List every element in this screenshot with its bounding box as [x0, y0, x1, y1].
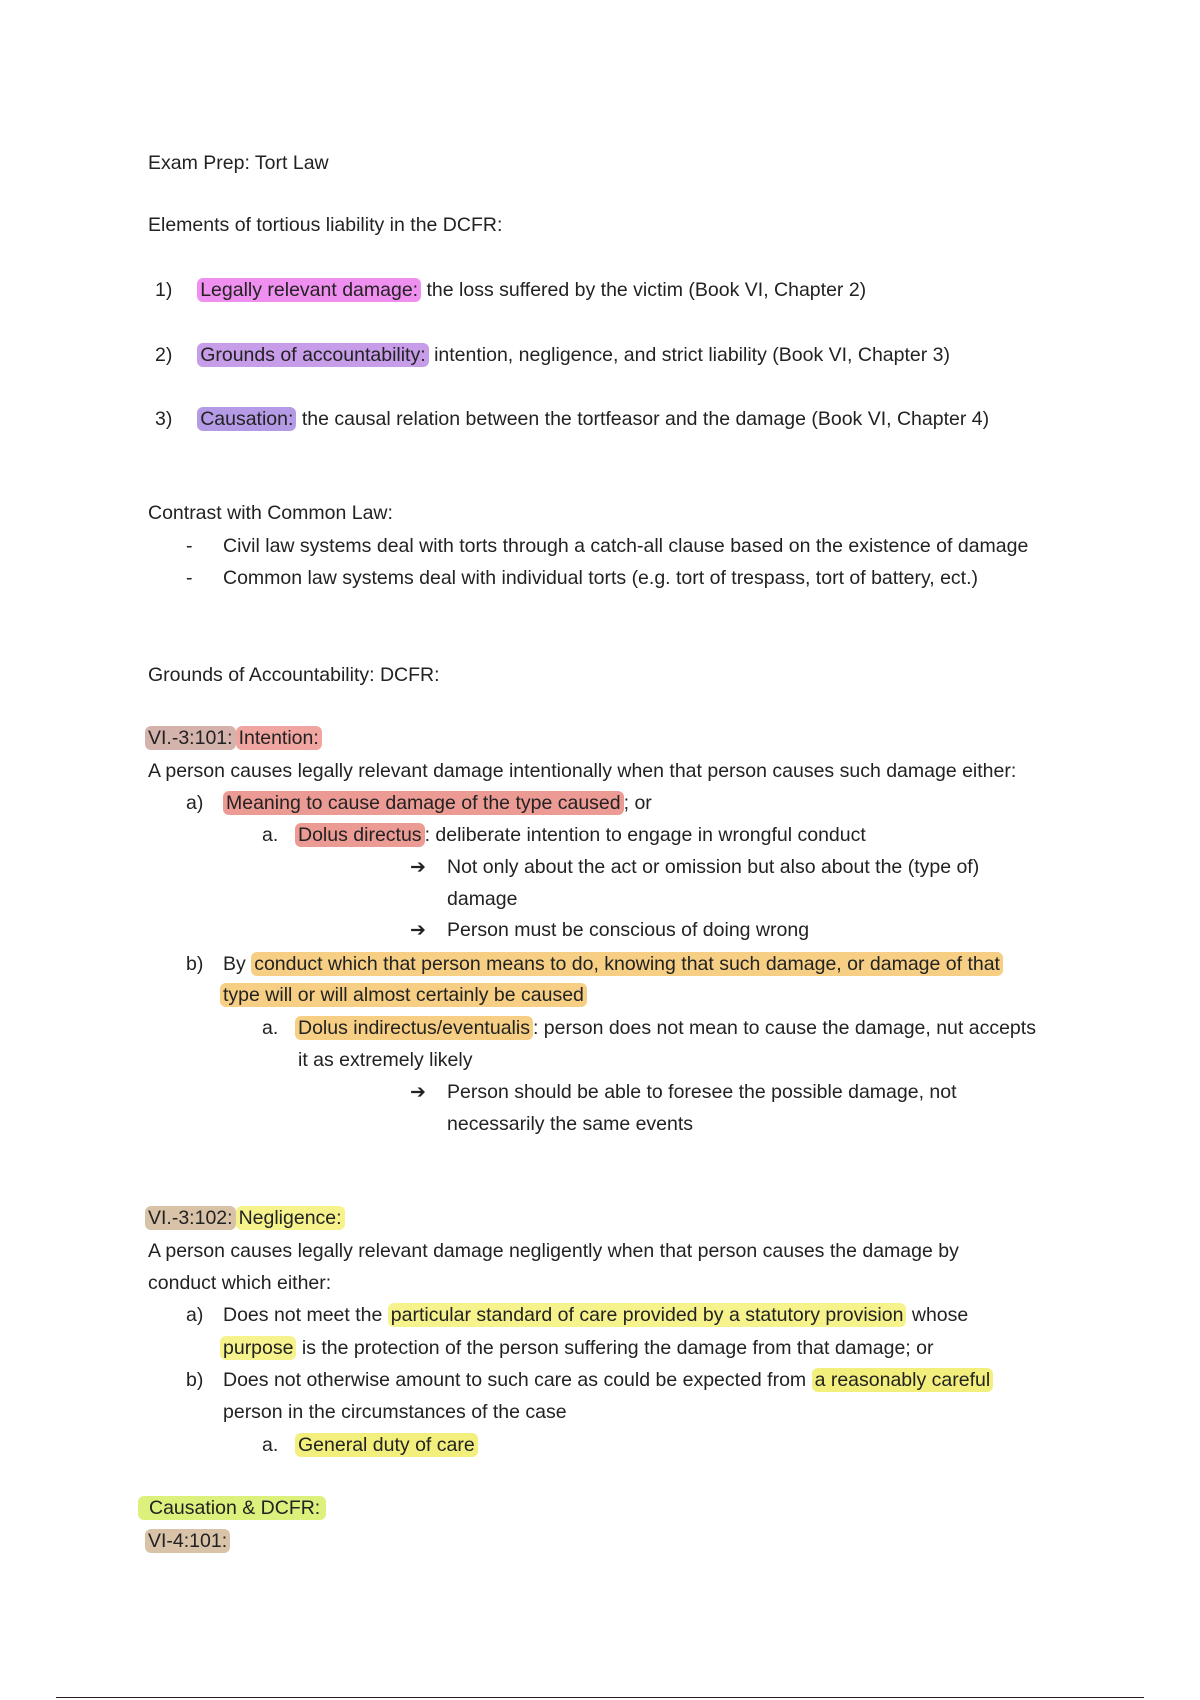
negligence-a-rest: is the protection of the person suffering the damage from that damage; or [296, 1337, 934, 1359]
term-highlight: Legally relevant damage: [197, 278, 421, 302]
intention-b-line2 [220, 982, 587, 1008]
term-highlight: Grounds of accountability: [197, 343, 428, 367]
negligence-heading [145, 1205, 345, 1231]
negligence-b-line2: person in the circumstances of the case [223, 1401, 567, 1423]
intention-a-highlight: Meaning to cause damage of the type caused [223, 791, 624, 815]
general-duty [295, 1432, 478, 1458]
elements-heading: Elements of tortious liability in the DCFR: [148, 214, 503, 236]
intention-b-highlight: conduct which that person means to do, knowing that such damage, or damage of that [251, 952, 1003, 976]
list-label: b) [186, 1369, 204, 1391]
arrow-right-icon: ➔ [410, 1081, 426, 1103]
arrow-text: Person should be able to foresee the possible damage, not [447, 1081, 957, 1103]
bullet-dash: - [186, 535, 193, 557]
intention-a-rest: ; or [623, 792, 652, 814]
negligence-b [223, 1367, 993, 1393]
bullet-dash: - [186, 567, 193, 589]
causation-heading [138, 1495, 326, 1521]
article-label: Intention: [236, 726, 322, 750]
negligence-b-pre: Does not otherwise amount to such care as could be expected from [223, 1369, 812, 1391]
contrast-heading: Contrast with Common Law: [148, 502, 393, 524]
term-highlight: Causation: [197, 407, 296, 431]
negligence-a-line2 [220, 1335, 934, 1361]
dolus-indirectus [295, 1015, 1036, 1041]
arrow-right-icon: ➔ [410, 856, 426, 878]
arrow-text: Person must be conscious of doing wrong [447, 919, 810, 941]
intention-intro: A person causes legally relevant damage intentionally when that person causes such damage either: [148, 760, 1017, 782]
dolus-indirectus-term: Dolus indirectus/eventualis [295, 1016, 533, 1040]
negligence-a-pre: Does not meet the [223, 1304, 388, 1326]
list-text: the causal relation between the tortfeasor and the damage (Book VI, Chapter 4) [296, 408, 990, 430]
bullet-common-law: Common law systems deal with individual torts (e.g. tort of trespass, tort of battery, ect.) [223, 567, 979, 589]
list-label: a. [262, 1017, 279, 1039]
arrow-text: damage [447, 888, 518, 910]
arrow-right-icon: ➔ [410, 919, 426, 941]
negligence-a-highlight: purpose [220, 1336, 296, 1360]
causation-code [145, 1528, 230, 1554]
article-code: VI.-3:102: [145, 1206, 236, 1230]
footer-divider [56, 1697, 1144, 1698]
intention-heading [145, 725, 322, 751]
general-duty-highlight: General duty of care [295, 1433, 478, 1457]
list-text: the loss suffered by the victim (Book VI, Chapter 2) [421, 279, 867, 301]
list-label: a. [262, 824, 279, 846]
dolus-indirectus-text: : person does not mean to cause the damage, nut accepts [532, 1017, 1036, 1039]
article-label: Negligence: [236, 1206, 345, 1230]
dolus-directus [295, 822, 866, 848]
list-label: a) [186, 792, 204, 814]
page-title: Exam Prep: Tort Law [148, 152, 329, 174]
list-label: b) [186, 953, 204, 975]
negligence-a-highlight: particular standard of care provided by a statutory provision [388, 1303, 907, 1327]
list-item-causation [155, 406, 989, 432]
list-number: 3) [155, 408, 173, 430]
grounds-heading: Grounds of Accountability: DCFR: [148, 664, 440, 686]
negligence-b-highlight: a reasonably careful [812, 1368, 994, 1392]
intention-a [223, 790, 652, 816]
negligence-a-post: whose [906, 1304, 969, 1326]
intention-b-pre: By [223, 953, 252, 975]
negligence-intro: A person causes legally relevant damage negligently when that person causes the damage by [148, 1240, 959, 1262]
intention-b [223, 951, 1003, 977]
list-item-accountability [155, 342, 950, 368]
article-code: VI.-3:101: [145, 726, 236, 750]
intention-b-highlight: type will or will almost certainly be caused [220, 983, 587, 1007]
list-number: 2) [155, 344, 173, 366]
list-label: a) [186, 1304, 204, 1326]
dolus-directus-term: Dolus directus [295, 823, 425, 847]
list-number: 1) [155, 279, 173, 301]
article-code: VI-4:101: [145, 1529, 230, 1553]
negligence-a [223, 1302, 968, 1328]
dolus-indirectus-line2: it as extremely likely [298, 1049, 473, 1071]
list-item-damage [155, 277, 866, 303]
causation-heading-highlight: Causation & DCFR: [138, 1496, 326, 1520]
arrow-text: necessarily the same events [447, 1113, 694, 1135]
list-label: a. [262, 1434, 279, 1456]
list-text: intention, negligence, and strict liability (Book VI, Chapter 3) [428, 344, 951, 366]
bullet-civil-law: Civil law systems deal with torts through a catch-all clause based on the existence of damage [223, 535, 1029, 557]
negligence-intro: conduct which either: [148, 1272, 332, 1294]
dolus-directus-text: : deliberate intention to engage in wrongful conduct [424, 824, 866, 846]
arrow-text: Not only about the act or omission but also about the (type of) [447, 856, 980, 878]
